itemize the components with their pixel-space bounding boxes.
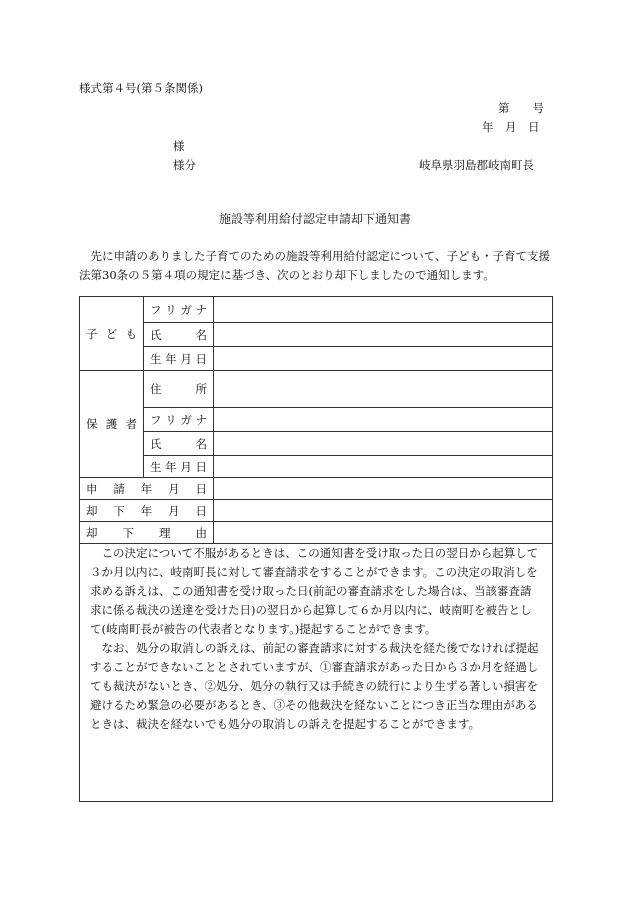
guardian-address-field[interactable] bbox=[214, 371, 553, 408]
rejection-date-field[interactable] bbox=[214, 500, 553, 522]
rejection-date-label: 却 下 年 月 日 bbox=[80, 500, 214, 522]
child-furigana-label: フ リ ガ ナ bbox=[144, 297, 214, 323]
guardian-birthdate-field[interactable] bbox=[214, 456, 553, 478]
table-row bbox=[80, 371, 553, 408]
notice-paragraph-2: なお、処分の取消しの訴えは、前記の審査請求に対する裁決を経た後でなければ提起することができないこととされていますが、①審査請求があった日から３か月を経過しても裁決がないとき、②処分、処分の執行又は手続きの続行により生ずる著しい損害を避けるため緊急の必要があるとき、③その他裁決を経ないことにつき正当な理由があるときは、裁決を経ないでも処分の取消しの訴えを提起することができます。 bbox=[90, 641, 539, 731]
guardian-name-label: 氏 名 bbox=[144, 432, 214, 456]
child-furigana-field[interactable] bbox=[214, 297, 553, 323]
application-date-label: 申 請 年 月 日 bbox=[80, 478, 214, 500]
document-title: 施設等利用給付認定申請却下通知書 bbox=[218, 212, 411, 226]
child-name-label: 氏 名 bbox=[144, 323, 214, 347]
notice-paragraph-1: この決定について不服があるときは、この通知書を受け取った日の翌日から起算して３か月以内に、岐南町長に対して審査請求をすることができます。この決定の取消しを求める訴えは、この通知書を受け取った日(前記の審査請求をした場合は、当該審査請求に係る裁決の送達を受けた日)の翌日から起算して６か月以内に、岐南町を被告として(岐南町長が被告の代表者となります。)提起することができます。 bbox=[90, 546, 539, 636]
child-group-label: 子 ど も bbox=[80, 297, 144, 371]
intro-paragraph: 先に申請のありました子育てのための施設等利用給付認定について、子ども・子育て支援法第30条の５第４項の規定に基づき、次のとおり却下しましたので通知します。 bbox=[79, 249, 551, 282]
table-row bbox=[80, 347, 553, 371]
table-row bbox=[80, 408, 553, 432]
table-row bbox=[80, 456, 553, 478]
guardian-name-field[interactable] bbox=[214, 432, 553, 456]
table-row bbox=[80, 478, 553, 500]
addressee-line-1: 様 bbox=[173, 139, 185, 153]
child-birthdate-field[interactable] bbox=[214, 347, 553, 371]
guardian-furigana-label: フ リ ガ ナ bbox=[144, 408, 214, 432]
issuer: 岐阜県羽島郡岐南町長 bbox=[419, 158, 534, 172]
guardian-group-label: 保 護 者 bbox=[80, 371, 144, 478]
addressee-line-2: 様分 bbox=[173, 158, 196, 172]
table-row bbox=[80, 297, 553, 323]
document-number: 第 号 bbox=[498, 101, 544, 115]
application-date-field[interactable] bbox=[214, 478, 553, 500]
table-row bbox=[80, 432, 553, 456]
table-row bbox=[80, 323, 553, 347]
table-row bbox=[80, 500, 553, 522]
guardian-birthdate-label: 生 年 月 日 bbox=[144, 456, 214, 478]
guardian-address-label: 住 所 bbox=[144, 371, 214, 408]
form-number: 様式第４号(第５条関係) bbox=[79, 81, 203, 95]
application-table bbox=[79, 296, 553, 544]
guardian-furigana-field[interactable] bbox=[214, 408, 553, 432]
child-name-field[interactable] bbox=[214, 323, 553, 347]
document-date: 年 月 日 bbox=[482, 120, 540, 134]
notice-box bbox=[79, 530, 553, 802]
child-birthdate-label: 生 年 月 日 bbox=[144, 347, 214, 371]
rejection-reason-label: 却 下 理 由 bbox=[80, 522, 214, 544]
